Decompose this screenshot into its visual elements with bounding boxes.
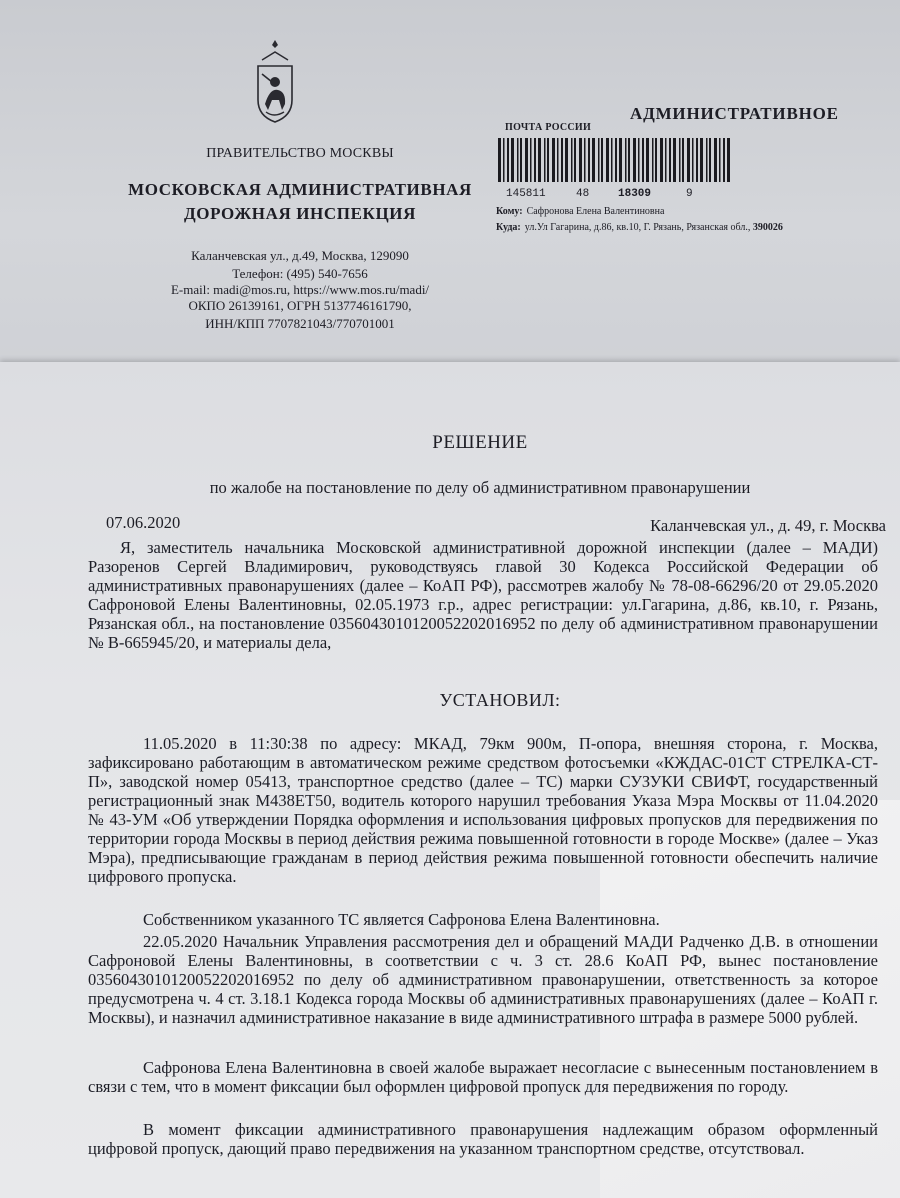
paragraph-owner: Собственником указанного ТС является Сафронова Елена Валентиновна. (143, 910, 660, 929)
mail-type-label: АДМИНИСТРАТИВНОЕ (630, 104, 839, 123)
document-subtitle: по жалобе на постановление по делу об административном правонарушении (209, 478, 751, 497)
document-place: Каланчевская ул., д. 49, г. Москва (650, 516, 886, 535)
document-date: 07.06.2020 (106, 513, 181, 532)
post-label: ПОЧТА РОССИИ (505, 122, 592, 133)
recipient-line (496, 206, 664, 217)
destination-address: ул.Ул Гагарина, д.86, кв.10, Г. Рязань, Рязанская обл., (524, 222, 751, 233)
barcode-part-4: 9 (686, 188, 693, 200)
agency-address: Каланчевская ул., д.49, Москва, 129090 (191, 248, 409, 263)
barcode-part-2: 48 (576, 188, 590, 200)
agency-email: E-mail: madi@mos.ru, https://www.mos.ru/madi/ (170, 282, 430, 297)
destination-line (496, 222, 787, 233)
destination-index: 390026 (752, 222, 783, 233)
established-heading: УСТАНОВИЛ: (439, 690, 561, 710)
paragraph-violation: 11.05.2020 в 11:30:38 по адресу: МКАД, 79км 900м, П-опора, внешняя сторона, г. Москва, зафиксировано работающим в автоматическом режиме средством фотосъемки «КЖДАС-01СТ СТРЕЛКА-СТ-П», заводской номер 05413, транспортное средство (далее – ТС) марки СУЗУКИ СВИФТ, государственный регистрационный знак М438ЕТ50, водитель которого нарушил требования Указа Мэра Москвы от 11.04.2020 № 43-УМ «Об утверждении Порядка оформления и использования цифровых пропусков для передвижения по территории города Москвы в период действия режима повышенной готовности в городе Москве» (далее – Указ Мэра), предписывающие гражданам в период действия режима повышенной готовности обеспечить наличие цифрового пропуска. (88, 734, 878, 886)
agency-name-line1: МОСКОВСКАЯ АДМИНИСТРАТИВНАЯ (128, 180, 472, 199)
agency-inn: ИНН/КПП 7707821043/770701001 (205, 316, 395, 331)
moscow-coat-of-arms-icon (254, 38, 296, 124)
paragraph-complaint: Сафронова Елена Валентиновна в своей жалобе выражает несогласие с вынесенным постановлением в связи с тем, что в момент фиксации был оформлен цифровой пропуск для передвижения по городу. (88, 1058, 878, 1096)
agency-phone: Телефон: (495) 540-7656 (232, 266, 368, 281)
agency-okpo: ОКПО 26139161, ОГРН 5137746161790, (188, 298, 412, 313)
barcode-numbers (506, 188, 693, 200)
government-name: ПРАВИТЕЛЬСТВО МОСКВЫ (206, 146, 394, 161)
recipient-label: Кому: (496, 206, 523, 217)
paragraph-resolution: 22.05.2020 Начальник Управления рассмотрения дел и обращений МАДИ Радченко Д.В. в отношении Сафроновой Елены Валентиновны, в соответствии с ч. 3 ст. 28.6 КоАП РФ, вынес постановление 0356043010120052202016952 по делу об административном правонарушении, ответственность за которое предусмотрена ч. 4 ст. 3.18.1 Кодекса города Москвы об административных правонарушениях (далее – КоАП г. Москвы), и назначил административное наказание в виде административного штрафа в размере 5000 рублей. (88, 932, 878, 1027)
barcode-part-3: 18309 (618, 188, 652, 200)
barcode-part-1: 145811 (506, 188, 546, 200)
paragraph-finding: В момент фиксации административного правонарушения надлежащим образом оформленный цифровой пропуск, дающий право передвижения на указанном транспортном средстве, отсутствовал. (88, 1120, 878, 1158)
destination-label: Куда: (496, 222, 521, 233)
barcode-icon (498, 138, 730, 182)
document-title: РЕШЕНИЕ (432, 432, 528, 453)
intro-paragraph: Я, заместитель начальника Московской административной дорожной инспекции (далее – МАДИ) Разоренов Сергей Владимирович, руководствуясь главой 30 Кодекса Российской Федерации об административных правонарушениях (далее – КоАП РФ), рассмотрев жалобу № 78-08-66296/20 от 29.05.2020 Сафроновой Елены Валентиновны, 02.05.1973 г.р., адрес регистрации: ул.Гагарина, д.86, кв.10, г. Рязань, Рязанская обл., на постановление 0356043010120052202016952 по делу об административном правонарушении № В-665945/20, и материалы дела, (88, 538, 878, 652)
recipient-name: Сафронова Елена Валентиновна (526, 206, 665, 217)
agency-name-line2: ДОРОЖНАЯ ИНСПЕКЦИЯ (184, 204, 416, 223)
